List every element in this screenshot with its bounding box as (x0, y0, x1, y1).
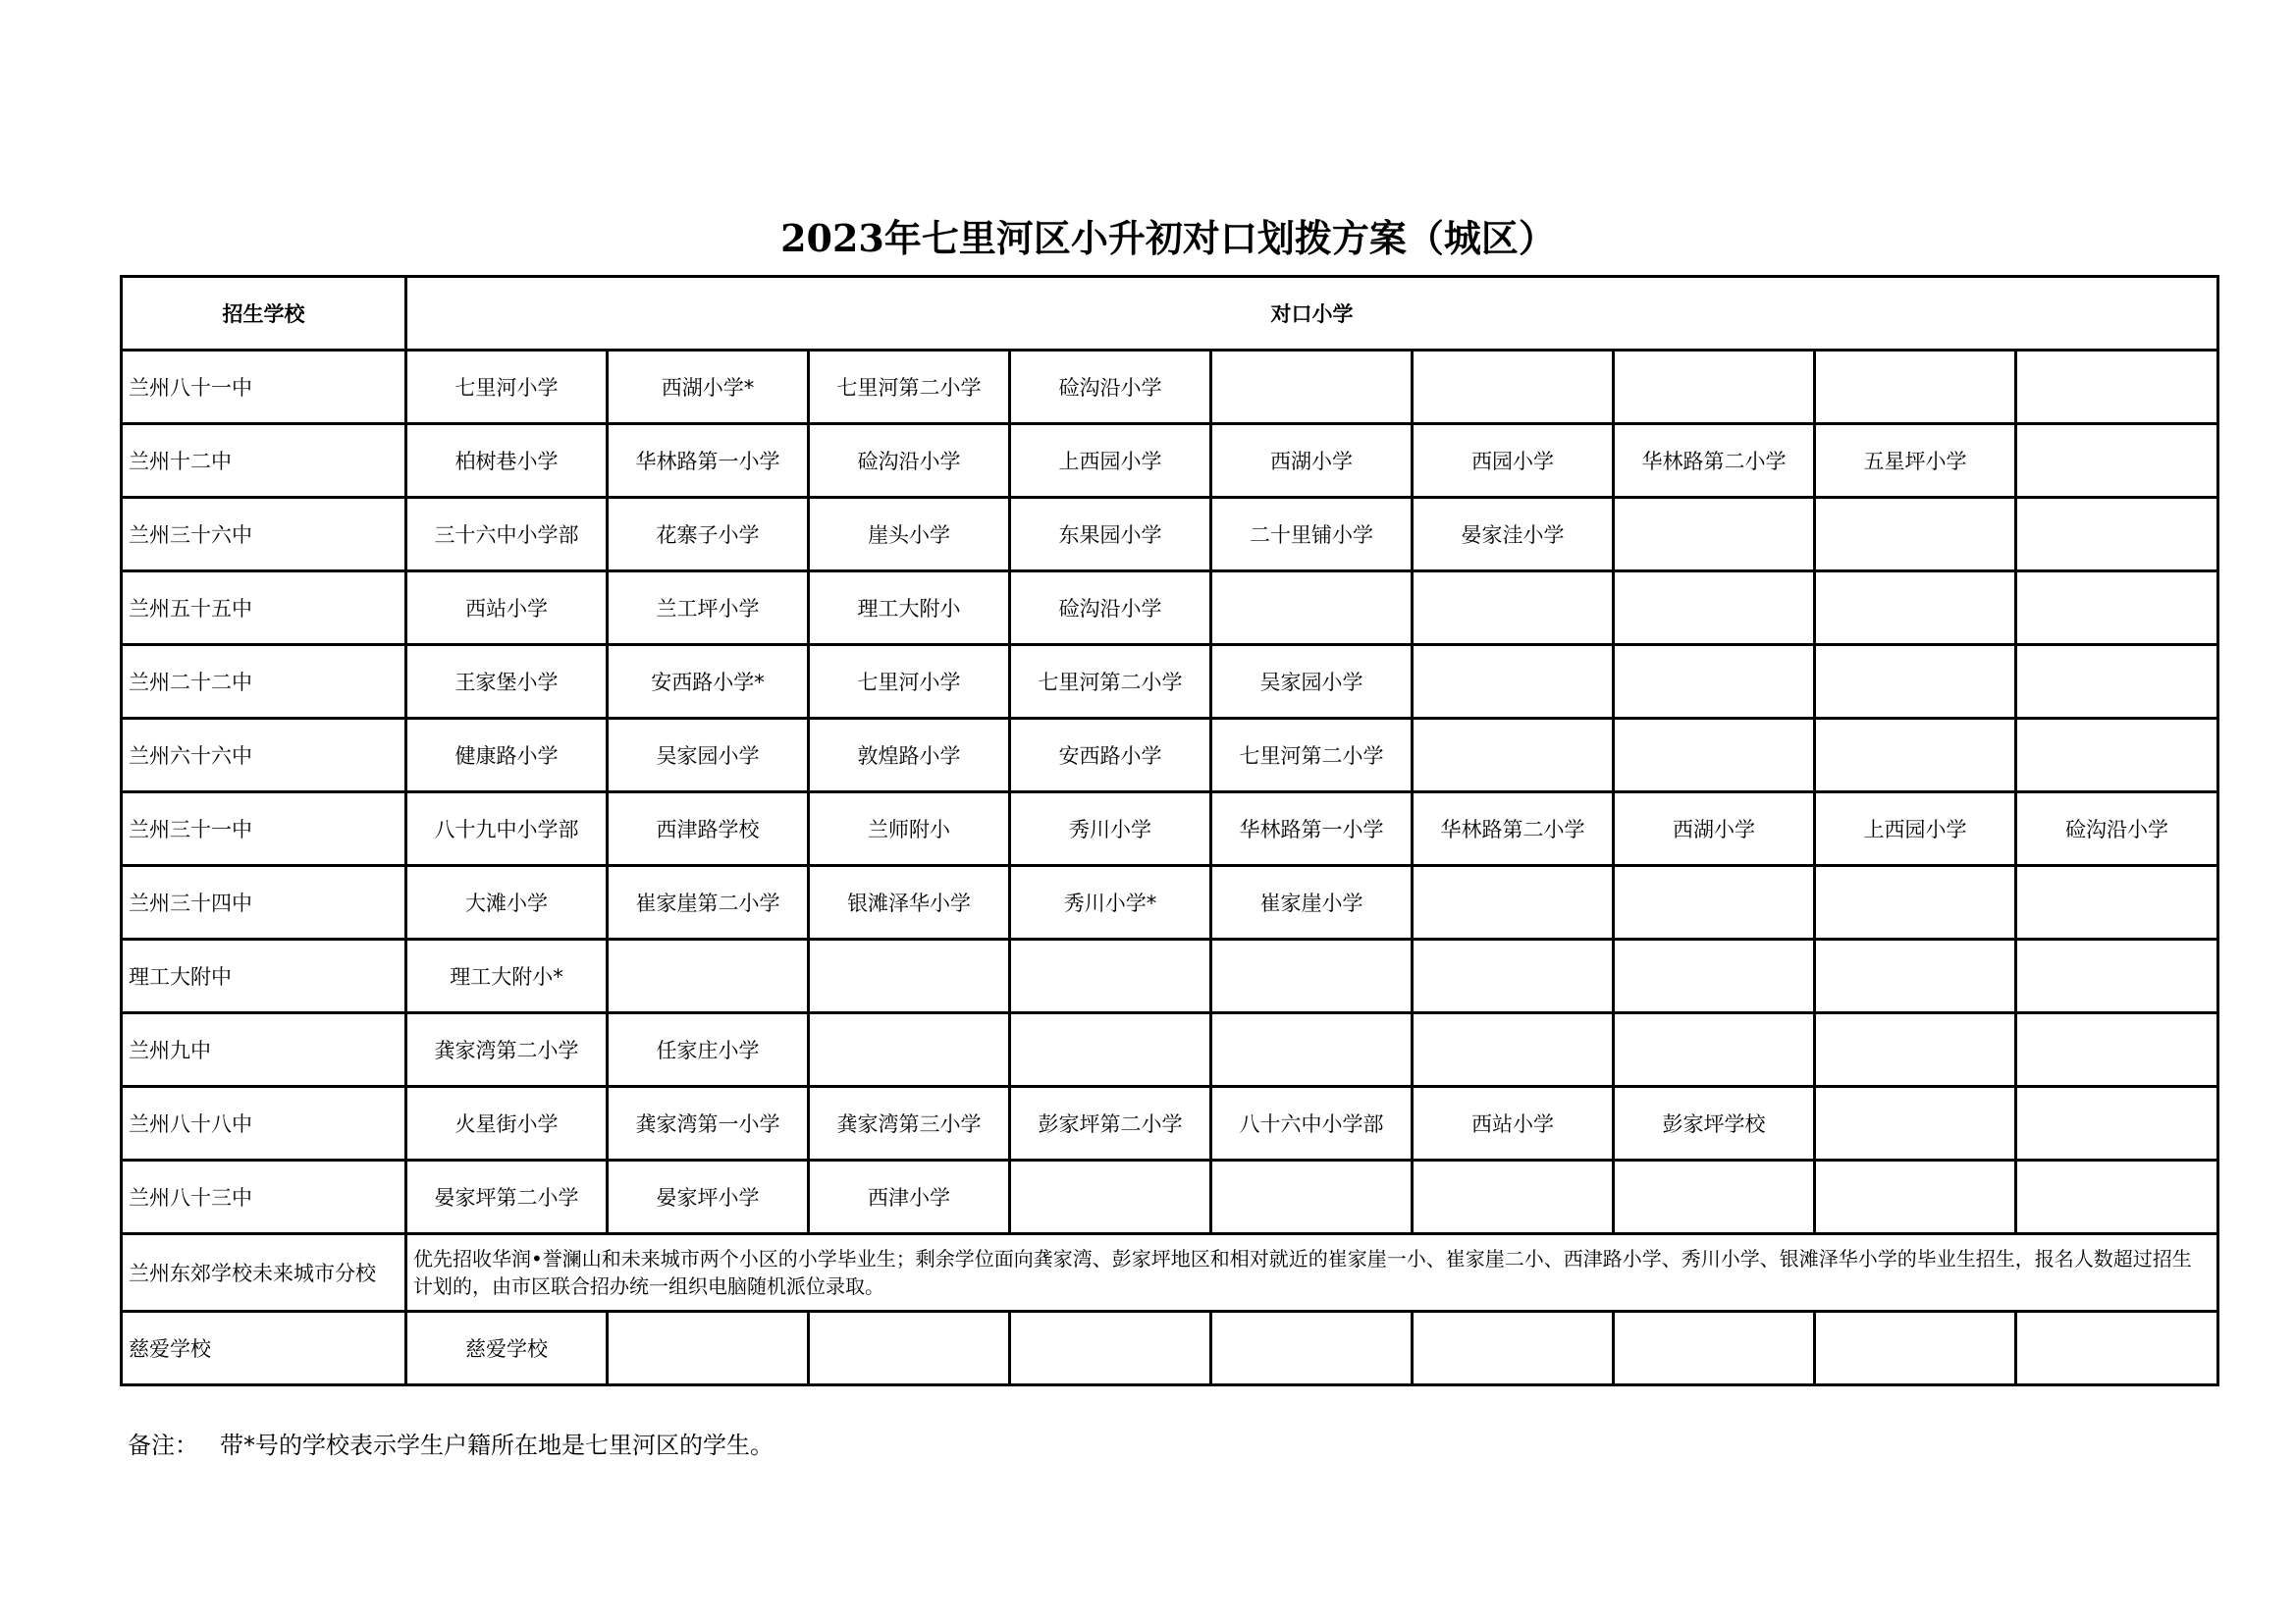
primary-school-cell: 彭家坪第二小学 (1010, 1087, 1211, 1161)
primary-school-cell: 八十六中小学部 (1211, 1087, 1413, 1161)
primary-school-cell (1010, 1312, 1211, 1385)
enrolling-school-cell: 兰州十二中 (122, 424, 406, 498)
primary-school-cell (1211, 1312, 1413, 1385)
primary-school-cell (1413, 351, 1614, 424)
primary-school-cell: 崔家崖小学 (1211, 866, 1413, 940)
primary-school-cell: 西园小学 (1413, 424, 1614, 498)
primary-school-cell (1815, 1312, 2016, 1385)
table-row (122, 498, 2218, 571)
allocation-table (120, 275, 2219, 1386)
table-row (122, 351, 2218, 424)
header-matched-primary: 对口小学 (406, 277, 2218, 351)
primary-school-cell (1413, 1161, 1614, 1234)
primary-school-cell: 吴家园小学 (608, 719, 809, 792)
primary-school-cell (1815, 351, 2016, 424)
primary-school-cell (2016, 1087, 2218, 1161)
primary-school-cell (1815, 940, 2016, 1013)
primary-school-cell: 三十六中小学部 (406, 498, 608, 571)
primary-school-cell: 硷沟沿小学 (809, 424, 1010, 498)
primary-school-cell: 西津路学校 (608, 792, 809, 866)
primary-school-cell: 安西路小学 (1010, 719, 1211, 792)
primary-school-cell: 银滩泽华小学 (809, 866, 1010, 940)
primary-school-cell: 彭家坪学校 (1614, 1087, 1815, 1161)
enrolling-school-cell: 兰州六十六中 (122, 719, 406, 792)
primary-school-cell: 王家堡小学 (406, 645, 608, 719)
enrolling-school-cell: 兰州三十六中 (122, 498, 406, 571)
primary-school-cell: 华林路第一小学 (1211, 792, 1413, 866)
primary-school-cell (2016, 571, 2218, 645)
primary-school-cell: 火星街小学 (406, 1087, 608, 1161)
primary-school-cell: 上西园小学 (1010, 424, 1211, 498)
primary-school-cell: 二十里铺小学 (1211, 498, 1413, 571)
primary-school-cell (1413, 719, 1614, 792)
primary-school-cell: 理工大附小* (406, 940, 608, 1013)
remark-text: 带*号的学校表示学生户籍所在地是七里河区的学生。 (220, 1432, 774, 1459)
primary-school-cell: 理工大附小 (809, 571, 1010, 645)
primary-school-cell (1010, 1161, 1211, 1234)
primary-school-cell (1815, 1013, 2016, 1087)
enrolling-school-cell: 兰州二十二中 (122, 645, 406, 719)
primary-school-cell (2016, 866, 2218, 940)
primary-school-cell (2016, 351, 2218, 424)
table-row (122, 1087, 2218, 1161)
primary-school-cell: 龚家湾第二小学 (406, 1013, 608, 1087)
primary-school-cell: 西湖小学 (1614, 792, 1815, 866)
primary-school-cell (1211, 940, 1413, 1013)
primary-school-cell (1010, 1013, 1211, 1087)
table-row (122, 1013, 2218, 1087)
primary-school-cell (1413, 1312, 1614, 1385)
table-row (122, 645, 2218, 719)
table-row (122, 1312, 2218, 1385)
primary-school-cell: 崔家崖第二小学 (608, 866, 809, 940)
header-enrolling-school: 招生学校 (122, 277, 406, 351)
primary-school-cell: 东果园小学 (1010, 498, 1211, 571)
primary-school-cell: 硷沟沿小学 (1010, 351, 1211, 424)
primary-school-cell: 秀川小学 (1010, 792, 1211, 866)
primary-school-cell: 五星坪小学 (1815, 424, 2016, 498)
enrollment-policy-note: 优先招收华润•誉澜山和未来城市两个小区的小学毕业生；剩余学位面向龚家湾、彭家坪地区和相对就近的崔家崖一小、崔家崖二小、西津路小学、秀川小学、银滩泽华小学的毕业生招生，报名人数超过招生计划的，由市区联合招办统一组织电脑随机派位录取。 (406, 1234, 2218, 1312)
primary-school-cell: 健康路小学 (406, 719, 608, 792)
primary-school-cell: 西津小学 (809, 1161, 1010, 1234)
primary-school-cell: 七里河小学 (809, 645, 1010, 719)
primary-school-cell: 敦煌路小学 (809, 719, 1010, 792)
primary-school-cell: 晏家坪第二小学 (406, 1161, 608, 1234)
primary-school-cell (1211, 1013, 1413, 1087)
primary-school-cell (2016, 719, 2218, 792)
special-table-row (122, 1234, 2218, 1312)
primary-school-cell: 七里河第二小学 (809, 351, 1010, 424)
primary-school-cell: 晏家洼小学 (1413, 498, 1614, 571)
primary-school-cell: 安西路小学* (608, 645, 809, 719)
primary-school-cell: 兰工坪小学 (608, 571, 809, 645)
table-row (122, 719, 2218, 792)
primary-school-cell: 上西园小学 (1815, 792, 2016, 866)
primary-school-cell: 柏树巷小学 (406, 424, 608, 498)
primary-school-cell (1614, 498, 1815, 571)
enrolling-school-cell: 兰州五十五中 (122, 571, 406, 645)
primary-school-cell (1815, 645, 2016, 719)
primary-school-cell (1413, 645, 1614, 719)
primary-school-cell (1614, 1013, 1815, 1087)
table-body (122, 351, 2218, 1385)
primary-school-cell: 秀川小学* (1010, 866, 1211, 940)
primary-school-cell (1815, 1161, 2016, 1234)
primary-school-cell: 华林路第二小学 (1413, 792, 1614, 866)
primary-school-cell (1413, 866, 1614, 940)
primary-school-cell (809, 1013, 1010, 1087)
primary-school-cell: 七里河第二小学 (1211, 719, 1413, 792)
primary-school-cell (1614, 571, 1815, 645)
primary-school-cell: 八十九中小学部 (406, 792, 608, 866)
primary-school-cell: 西湖小学 (1211, 424, 1413, 498)
table-row (122, 424, 2218, 498)
primary-school-cell: 西站小学 (406, 571, 608, 645)
enrolling-school-cell: 兰州三十四中 (122, 866, 406, 940)
primary-school-cell (809, 940, 1010, 1013)
table-row (122, 571, 2218, 645)
primary-school-cell (1614, 1312, 1815, 1385)
primary-school-cell (2016, 424, 2218, 498)
table-row (122, 792, 2218, 866)
primary-school-cell (1815, 498, 2016, 571)
primary-school-cell (2016, 645, 2218, 719)
primary-school-cell (1211, 351, 1413, 424)
primary-school-cell (1815, 719, 2016, 792)
primary-school-cell: 硷沟沿小学 (2016, 792, 2218, 866)
primary-school-cell: 崖头小学 (809, 498, 1010, 571)
primary-school-cell (2016, 1161, 2218, 1234)
primary-school-cell (2016, 940, 2218, 1013)
primary-school-cell (1614, 1161, 1815, 1234)
enrolling-school-cell: 理工大附中 (122, 940, 406, 1013)
primary-school-cell: 慈爱学校 (406, 1312, 608, 1385)
enrolling-school-cell: 兰州八十一中 (122, 351, 406, 424)
primary-school-cell: 华林路第一小学 (608, 424, 809, 498)
primary-school-cell: 硷沟沿小学 (1010, 571, 1211, 645)
primary-school-cell: 龚家湾第一小学 (608, 1087, 809, 1161)
primary-school-cell (1815, 866, 2016, 940)
primary-school-cell: 龚家湾第三小学 (809, 1087, 1010, 1161)
remark-note (128, 1426, 774, 1460)
primary-school-cell (608, 1312, 809, 1385)
primary-school-cell (1211, 1161, 1413, 1234)
primary-school-cell: 吴家园小学 (1211, 645, 1413, 719)
enrolling-school-cell: 兰州九中 (122, 1013, 406, 1087)
primary-school-cell (809, 1312, 1010, 1385)
remark-label: 备注： (128, 1432, 198, 1459)
primary-school-cell: 西湖小学* (608, 351, 809, 424)
enrolling-school-cell: 兰州东郊学校未来城市分校 (122, 1234, 406, 1312)
enrolling-school-cell: 兰州八十八中 (122, 1087, 406, 1161)
primary-school-cell (1614, 351, 1815, 424)
primary-school-cell (608, 940, 809, 1013)
primary-school-cell: 七里河第二小学 (1010, 645, 1211, 719)
enrolling-school-cell: 慈爱学校 (122, 1312, 406, 1385)
table-row (122, 940, 2218, 1013)
enrolling-school-cell: 兰州三十一中 (122, 792, 406, 866)
primary-school-cell (1413, 571, 1614, 645)
primary-school-cell (1211, 571, 1413, 645)
primary-school-cell: 兰师附小 (809, 792, 1010, 866)
primary-school-cell: 大滩小学 (406, 866, 608, 940)
primary-school-cell (1010, 940, 1211, 1013)
primary-school-cell: 晏家坪小学 (608, 1161, 809, 1234)
primary-school-cell (2016, 498, 2218, 571)
table-row (122, 866, 2218, 940)
primary-school-cell (1815, 571, 2016, 645)
primary-school-cell: 花寨子小学 (608, 498, 809, 571)
primary-school-cell (1614, 866, 1815, 940)
header-row (122, 277, 2218, 351)
primary-school-cell (1413, 940, 1614, 1013)
primary-school-cell (1614, 645, 1815, 719)
primary-school-cell (1413, 1013, 1614, 1087)
primary-school-cell: 西站小学 (1413, 1087, 1614, 1161)
primary-school-cell (1614, 940, 1815, 1013)
primary-school-cell: 任家庄小学 (608, 1013, 809, 1087)
primary-school-cell (2016, 1312, 2218, 1385)
document-title: 2023年七里河区小升初对口划拨方案（城区） (780, 216, 1556, 260)
primary-school-cell: 七里河小学 (406, 351, 608, 424)
primary-school-cell (1815, 1087, 2016, 1161)
primary-school-cell: 华林路第二小学 (1614, 424, 1815, 498)
primary-school-cell (2016, 1013, 2218, 1087)
primary-school-cell (1614, 719, 1815, 792)
table-row (122, 1161, 2218, 1234)
enrolling-school-cell: 兰州八十三中 (122, 1161, 406, 1234)
